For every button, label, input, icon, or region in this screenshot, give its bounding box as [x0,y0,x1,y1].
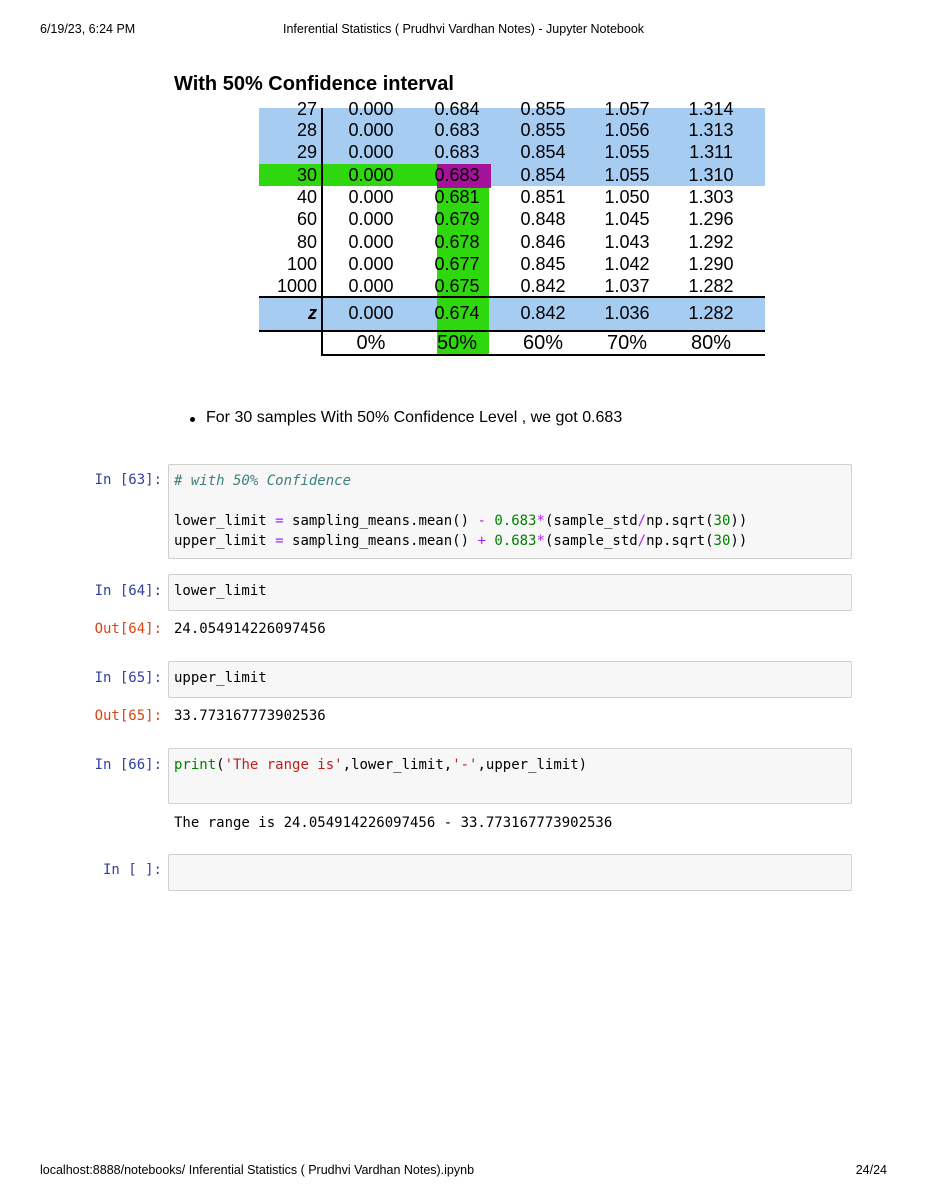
code-token: '-' [452,757,478,773]
code-cell-input[interactable] [168,661,852,698]
z-value: 1.036 [604,303,650,323]
clipped-cell: 27 [296,99,317,119]
table-value: 0.677 [434,253,480,274]
code-token: lower_limit [174,513,276,529]
table-value: 0.854 [520,142,566,163]
code-token: (sample_std [544,513,638,529]
table-value: 1.296 [688,209,734,230]
code-token: ,upper_limit) [477,757,588,773]
input-prompt: In [ ]: [102,862,162,878]
df-label: 60 [296,209,317,230]
code-line [174,471,846,491]
table-value: 0.683 [434,142,480,163]
table-value: 0.681 [434,186,480,207]
table-value: 0.000 [348,186,394,207]
clipped-top-row [259,98,765,119]
code-token: * [536,513,545,529]
code-token: sampling_means.mean() [283,533,478,549]
code-cell-input[interactable] [168,748,852,804]
code-line [174,861,846,881]
print-date: 6/19/23, 6:24 PM [40,22,136,36]
table-value: 0.845 [520,253,566,274]
table-value: 1.290 [688,253,734,274]
table-value: 0.000 [348,276,394,297]
code-token: lower_limit [174,583,267,599]
code-token: = [275,513,284,529]
df-label: 1000 [276,276,317,297]
table-value: 0.000 [348,253,394,274]
table-value: 1.050 [604,186,650,207]
code-token: upper_limit [174,533,276,549]
page-number: 24/24 [855,1163,887,1177]
table-value: 0.848 [520,209,566,230]
df-label: 100 [286,253,317,274]
code-line [174,491,846,511]
code-line [174,775,846,795]
table-value: 1.055 [604,164,650,185]
code-token: print [174,757,217,773]
code-token: + [477,533,486,549]
cell-output: 24.054914226097456 [174,621,326,637]
table-value: 0.000 [348,120,394,140]
clipped-cell: 1.057 [604,99,650,119]
code-token: )) [730,513,748,529]
code-token: 'The range is' [224,757,343,773]
code-token: / [637,533,647,549]
table-value: 0.000 [348,231,394,252]
table-value: 0.854 [520,164,566,185]
table-vertical-rule [321,108,323,356]
confidence-level: 70% [606,332,648,354]
code-token: 30 [713,533,731,549]
table-value: 0.855 [520,120,566,140]
code-token: ( [216,757,225,773]
code-token: / [637,513,647,529]
output-prompt: Out[65]: [94,708,162,724]
note-item: For 30 samples With 50% Confidence Level , we got 0.683 [190,409,622,427]
print-title: Inferential Statistics ( Prudhvi Vardhan Notes) - Jupyter Notebook [282,22,645,36]
code-line [174,531,846,551]
table-value: 1.043 [604,231,650,252]
z-value: 0.842 [520,303,566,323]
df-label: 40 [296,186,317,207]
z-value: 1.282 [688,303,734,323]
table-value: 0.678 [434,231,480,252]
confidence-level: 50% [436,332,478,354]
clipped-cell: 0.855 [520,99,566,119]
code-cell-input[interactable] [168,854,852,891]
code-token: np.sqrt( [646,513,714,529]
code-line [174,511,846,531]
table-value: 1.310 [688,164,734,185]
code-token: upper_limit [174,670,267,686]
table-rule-bottom [321,354,765,356]
df-label: 29 [296,142,317,163]
df-label: 30 [296,164,317,185]
section-heading: With 50% Confidence interval [174,73,454,95]
table-value: 1.313 [688,120,734,140]
cell-output: The range is 24.054914226097456 - 33.773167773902536 [174,815,613,831]
df-label: 28 [296,120,317,140]
print-url: localhost:8888/notebooks/ Inferential Statistics ( Prudhvi Vardhan Notes).ipynb [40,1163,475,1177]
z-value: 0.000 [348,303,394,323]
confidence-level: 60% [522,332,564,354]
table-value: 1.055 [604,142,650,163]
code-cell-input[interactable] [168,574,852,611]
cell-output: 33.773167773902536 [174,708,326,724]
table-value: 0.000 [348,209,394,230]
code-line [174,755,846,775]
table-value: 1.282 [688,276,734,297]
table-value: 0.683 [434,164,480,185]
df-label: 80 [296,231,317,252]
table-value: 0.675 [434,276,480,297]
code-line [174,668,846,688]
t-distribution-table-image [259,99,765,360]
clipped-cell: 0.684 [434,99,480,119]
code-token: # with 50% Confidence [174,473,352,489]
table-value: 0.000 [348,142,394,163]
table-value: 0.846 [520,231,566,252]
code-token: = [275,533,284,549]
table-value: 0.000 [348,164,394,185]
table-value: 0.851 [520,186,566,207]
clipped-cell: 1.314 [688,99,734,119]
z-value: 0.674 [434,303,480,323]
table-value: 1.056 [604,120,650,140]
code-token: (sample_std [544,533,638,549]
clipped-cell: 0.000 [348,99,394,119]
input-prompt: In [63]: [94,472,162,488]
table-value: 1.292 [688,231,734,252]
code-token: - [477,513,486,529]
z-label: z [308,303,317,323]
print-header [40,22,887,38]
table-value: 1.045 [604,209,650,230]
input-prompt: In [66]: [94,757,162,773]
table-value: 1.311 [689,142,733,163]
table-value: 0.679 [434,209,480,230]
code-token: 30 [713,513,731,529]
code-token: sampling_means.mean() [283,513,478,529]
confidence-level: 80% [690,332,732,354]
table-value: 1.042 [604,253,650,274]
code-token: np.sqrt( [646,533,714,549]
note-list [190,409,622,427]
output-prompt: Out[64]: [94,621,162,637]
table-value: 1.037 [604,276,650,297]
code-cell-input[interactable] [168,464,852,559]
table-value: 0.842 [520,276,566,297]
code-token: 0.683 [494,533,537,549]
input-prompt: In [65]: [94,670,162,686]
code-token: * [536,533,545,549]
code-token: 0.683 [494,513,537,529]
code-token: ,lower_limit, [342,757,453,773]
input-prompt: In [64]: [94,583,162,599]
table-value: 0.683 [434,120,480,140]
table-value: 1.303 [688,186,734,207]
code-token: )) [730,533,748,549]
confidence-level: 0% [356,332,386,354]
code-line [174,581,846,601]
